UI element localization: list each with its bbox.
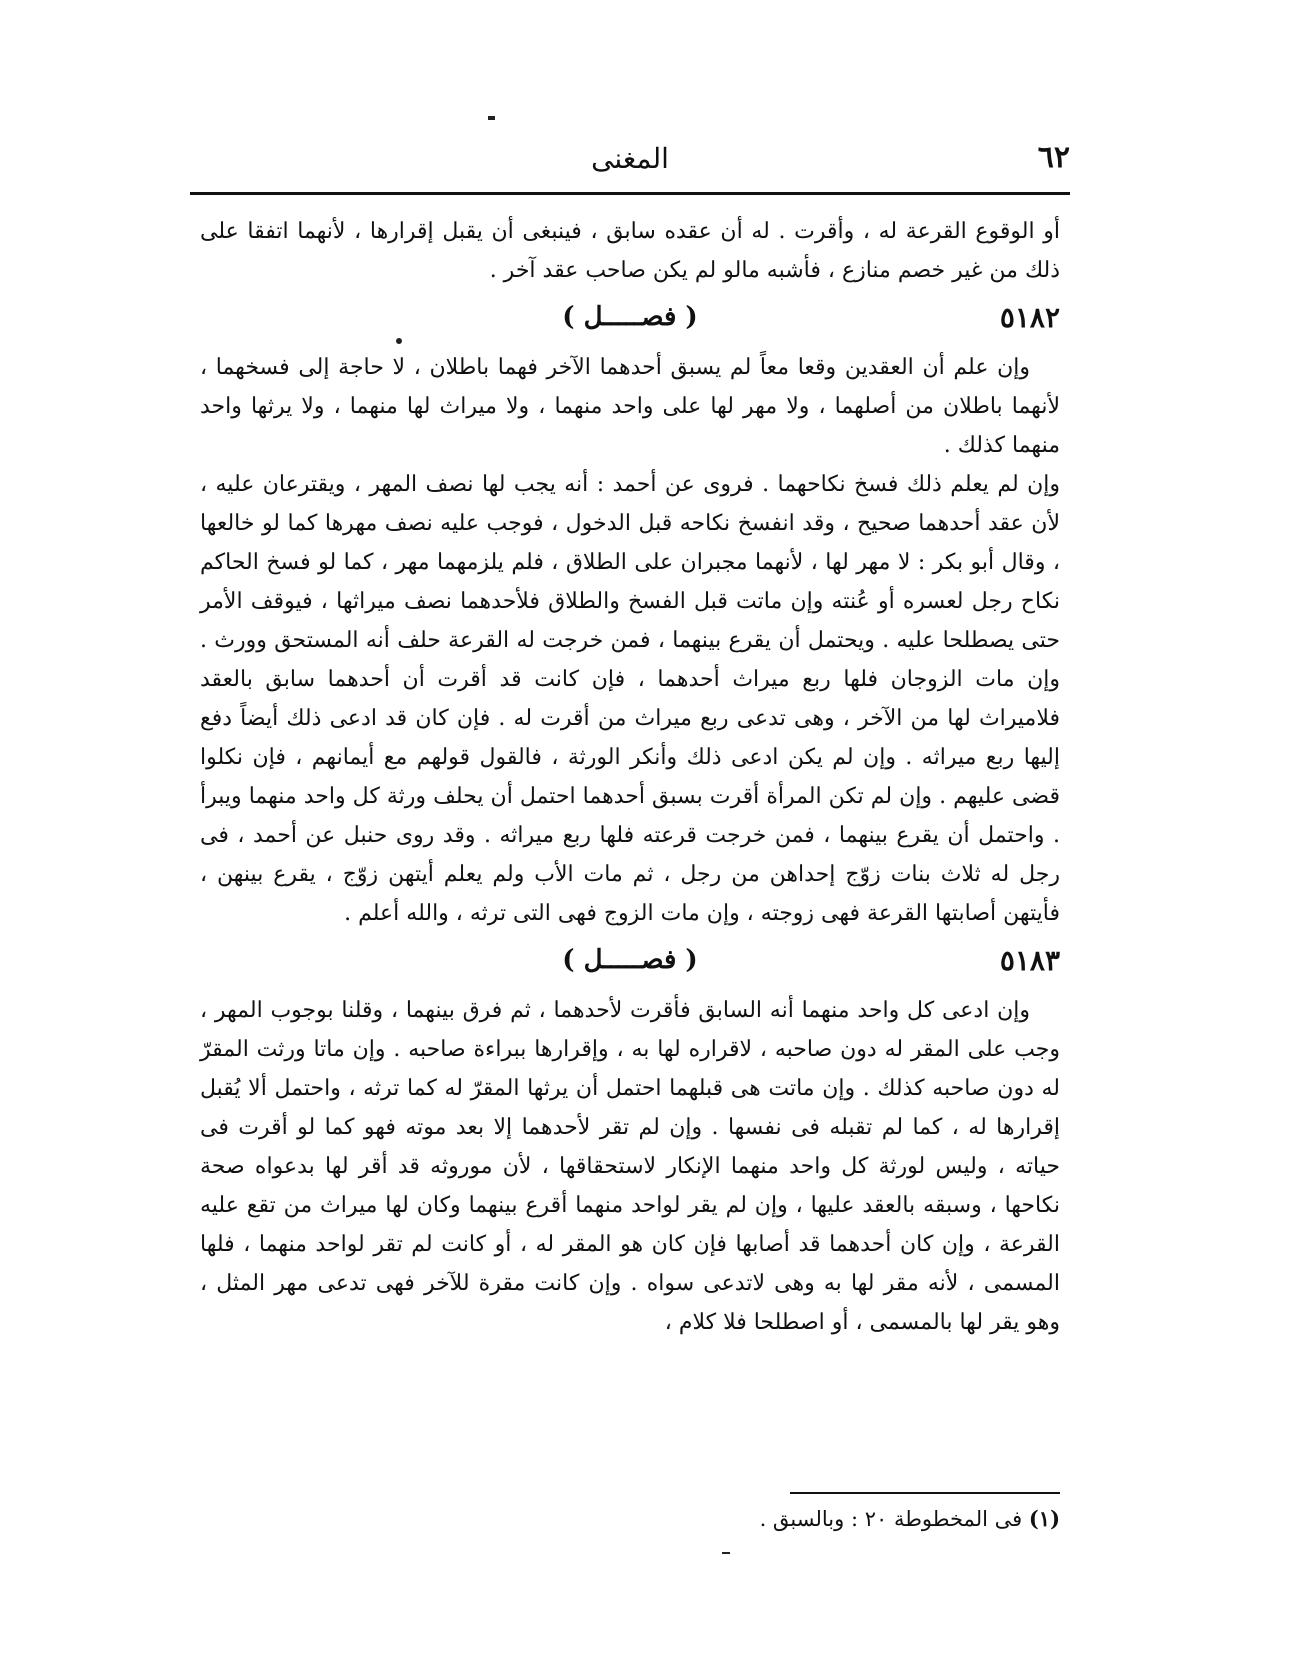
section-title: ( فصـــــل )	[562, 302, 698, 332]
running-title: المغنى	[591, 142, 669, 175]
paragraph: وإن لم يعلم ذلك فسخ نكاحهما . فروى عن أحمد : أنه يجب لها نصف المهر ، ويقترعان عليه ، لأن عقد أحدهما صحيح ، وقد انفسخ نكاحه قبل الدخول ، فوجب عليه نصف مهرها كما لو خالعها ، وقال أبو بكر : لا مهر لها ، لأنهما مجبران على الطلاق ، فلم يلزمهما مهر ، كما لو فسخ الحاكم نكاح رجل لعسره أو عُنته وإن ماتت قبل الفسخ والطلاق فلأحدهما نصف ميراثها ، فيوقف الأمر حتى يصطلحا عليه . ويحتمل أن يقرع بينهما ، فمن خرجت له القرعة حلف أنه المستحق وورث . وإن مات الزوجان فلها ربع ميراث أحدهما ، فإن كانت قد أقرت أن أحدهما سابق بالعقد فلاميراث لها من الآخر ، وهى تدعى ربع ميراث من أقرت له . فإن كان قد ادعى ذلك أيضاً دفع إليها ربع ميراثه . وإن لم يكن ادعى ذلك وأنكر الورثة ، فالقول قولهم مع أيمانهم ، فإن نكلوا قضى عليهم . وإن لم تكن المرأة أقرت بسبق أحدهما احتمل أن يحلف ورثة كل واحد منهما ويبرأ . واحتمل أن يقرع بينهما ، فمن خرجت قرعته فلها ربع ميراثه . وقد روى حنبل عن أحمد ، فى رجل له ثلاث بنات زوّج إحداهن من رجل ، ثم مات الأب ولم يعلم أيتهن زوّج ، يقرع بينهن ، فأيتهن أصابتها القرعة فهى زوجته ، وإن مات الزوج فهى التى ترثه ، والله أعلم .	[200, 472, 1060, 926]
page-header	[190, 140, 1070, 188]
page-number: ٦٢	[1037, 140, 1070, 175]
ink-speck	[488, 116, 495, 120]
section-heading	[200, 937, 1060, 985]
paragraph: وإن ادعى كل واحد منهما أنه السابق فأقرت لأحدهما ، ثم فرق بينهما ، وقلنا بوجوب المهر ، وجب على المقر له دون صاحبه ، لاقراره لها به ، وإقرارها ببراءة صاحبه . وإن ماتا ورثت المقرّ له دون صاحبه كذلك . وإن ماتت هى قبلهما احتمل أن يرثها المقرّ له كما ترثه ، واحتمل ألا يُقبل إقرارها له ، كما لم تقبله فى نفسها . وإن لم تقر لأحدهما إلا بعد موته فهو كما لو أقرت فى حياته ، وليس لورثة كل واحد منهما الإنكار لاستحقاقها ، لأن موروثه قد أقر لها بدعواه صحة نكاحها ، وسبقه بالعقد عليها ، وإن لم يقر لواحد منهما أقرع بينهما وكان لها ميراث من تقع عليه القرعة ، وإن كان أحدهما قد أصابها فإن كان هو المقر له ، أو كانت لم تقر لواحد منهما ، فلها المسمى ، لأنه مقر لها به وهى لاتدعى سواه . وإن كانت مقرة للآخر فهى تدعى مهر المثل ، وهو يقر لها بالمسمى ، أو اصطلحا فلا كلام ،	[200, 998, 1060, 1335]
footnote	[460, 1502, 1060, 1536]
section-heading	[200, 294, 1060, 342]
footnote-text: فى المخطوطة ٢٠ : وبالسبق .	[759, 1507, 1023, 1531]
section-number: ٥١٨٣	[999, 944, 1060, 977]
footnote-marker: (١)	[1028, 1506, 1060, 1531]
ink-speck	[722, 1552, 730, 1554]
main-text	[200, 212, 1060, 1342]
header-rule	[190, 192, 1070, 195]
paragraph: وإن علم أن العقدين وقعا معاً لم يسبق أحدهما الآخر فهما باطلان ، لا حاجة إلى فسخهما ، لأنهما باطلان من أصلهما ، ولا مهر لها على واحد منهما ، ولا ميراث لها منهما ، ولا يرثها واحد منهما كذلك .	[200, 355, 1060, 458]
footnote-rule	[790, 1492, 1060, 1494]
intro-paragraph: أو الوقوع القرعة له ، وأقرت . له أن عقده سابق ، فينبغى أن يقبل إقرارها ، لأنهما اتفقا على ذلك من غير خصم منازع ، فأشبه مالو لم يكن صاحب عقد آخر .	[200, 219, 1060, 283]
section-number: ٥١٨٢	[999, 301, 1060, 334]
section-title: ( فصـــــل )	[562, 945, 698, 975]
